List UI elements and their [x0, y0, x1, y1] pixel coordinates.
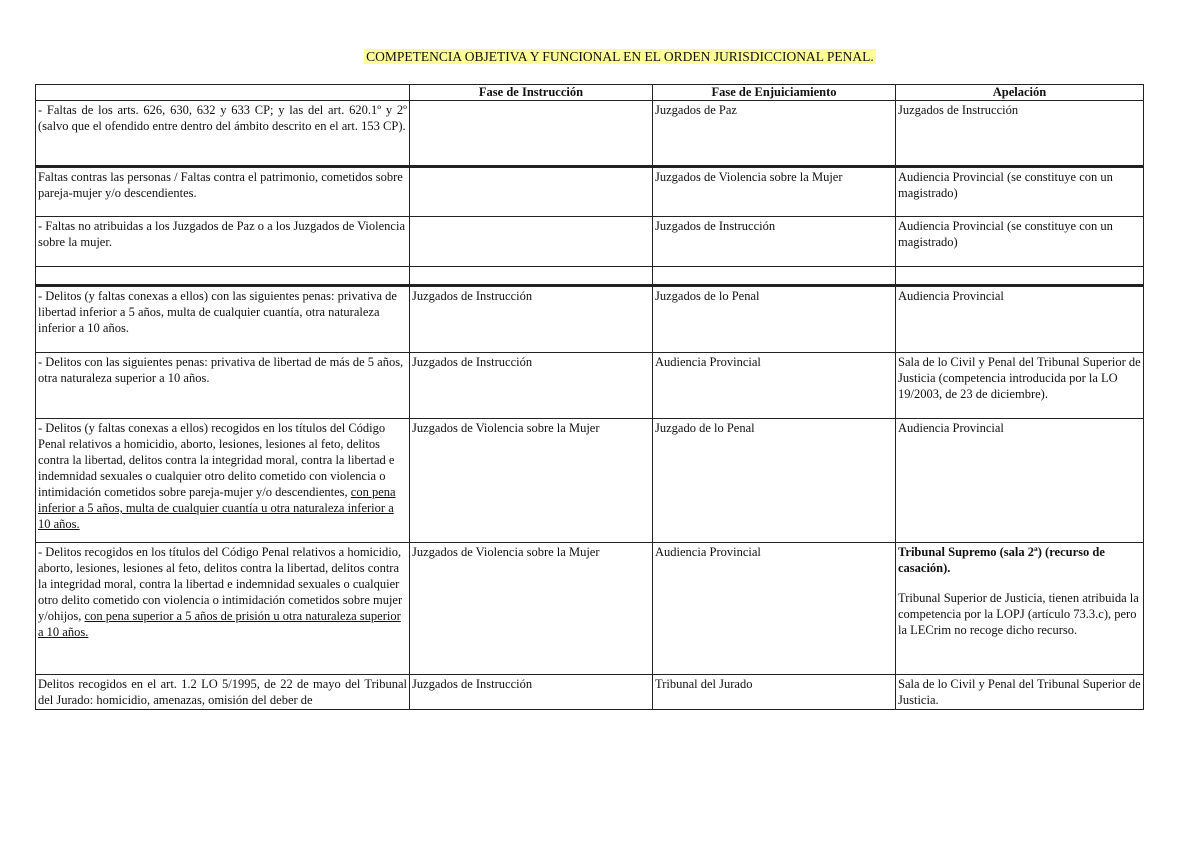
row-instruccion: Juzgados de Instrucción — [410, 353, 653, 419]
page-title — [0, 48, 1200, 66]
table-row — [36, 419, 1144, 543]
table-row — [36, 286, 1144, 353]
row-instruccion — [410, 267, 653, 286]
row-description: Faltas contras las personas / Faltas contra el patrimonio, cometidos sobre pareja-mujer y/o descendientes. — [36, 167, 410, 217]
row-apelacion — [896, 543, 1144, 675]
table-row — [36, 675, 1144, 710]
header-enjuiciamiento: Fase de Enjuiciamiento — [653, 85, 896, 101]
row-instruccion: Juzgados de Instrucción — [410, 286, 653, 353]
row-apelacion-extra: Tribunal Superior de Justicia, tienen atribuida la competencia por la LOPJ (artículo 73.3.c), pero la LECrim no recoge dicho recurso. — [898, 591, 1139, 637]
row-enjuiciamiento: Tribunal del Jurado — [653, 675, 896, 710]
row-description-main: - Delitos recogidos en los títulos del Código Penal relativos a homicidio, aborto, lesiones, lesiones al feto, delitos contra la libertad, delitos contra la integridad moral, contra la libertad e indemnidad sexuales o cualquier otro delito cometido con violencia o intimidación cometidos sobre mujer y/ohijos, — [38, 545, 403, 623]
row-enjuiciamiento: Juzgados de lo Penal — [653, 286, 896, 353]
row-enjuiciamiento: Juzgado de lo Penal — [653, 419, 896, 543]
row-enjuiciamiento: Audiencia Provincial — [653, 353, 896, 419]
row-description-underlined: con pena superior a 5 años de prisión u otra naturaleza superior a 10 años. — [38, 609, 401, 639]
row-apelacion: Sala de lo Civil y Penal del Tribunal Superior de Justicia (competencia introducida por la LO 19/2003, de 23 de diciembre). — [896, 353, 1144, 419]
table-row — [36, 543, 1144, 675]
row-description: - Delitos (y faltas conexas a ellos) con las siguientes penas: privativa de libertad inferior a 5 años, multa de cualquier cuantía, otra naturaleza inferior a 10 años. — [36, 286, 410, 353]
row-apelacion: Audiencia Provincial — [896, 419, 1144, 543]
header-instruccion: Fase de Instrucción — [410, 85, 653, 101]
table-row — [36, 167, 1144, 217]
table-row — [36, 353, 1144, 419]
row-enjuiciamiento — [653, 267, 896, 286]
row-instruccion: Juzgados de Violencia sobre la Mujer — [410, 419, 653, 543]
row-enjuiciamiento: Juzgados de Paz — [653, 101, 896, 167]
row-apelacion: Audiencia Provincial — [896, 286, 1144, 353]
row-enjuiciamiento: Audiencia Provincial — [653, 543, 896, 675]
row-description: - Faltas de los arts. 626, 630, 632 y 633 CP; y las del art. 620.1º y 2º (salvo que el ofendido entre dentro del ámbito descrito en el art. 153 CP). — [36, 101, 410, 167]
paragraph-gap — [898, 576, 1141, 590]
row-enjuiciamiento: Juzgados de Violencia sobre la Mujer — [653, 167, 896, 217]
row-apelacion: Audiencia Provincial (se constituye con un magistrado) — [896, 217, 1144, 267]
table-header-row — [36, 85, 1144, 101]
row-description: Delitos recogidos en el art. 1.2 LO 5/1995, de 22 de mayo del Tribunal del Jurado: homicidio, amenazas, omisión del deber de — [36, 675, 410, 710]
row-instruccion: Juzgados de Instrucción — [410, 675, 653, 710]
row-description: - Delitos con las siguientes penas: privativa de libertad de más de 5 años, otra naturaleza superior a 10 años. — [36, 353, 410, 419]
row-enjuiciamiento: Juzgados de Instrucción — [653, 217, 896, 267]
row-apelacion-bold: Tribunal Supremo (sala 2ª) (recurso de casación). — [898, 545, 1105, 575]
header-apelacion: Apelación — [896, 85, 1144, 101]
row-apelacion: Juzgados de Instrucción — [896, 101, 1144, 167]
row-instruccion — [410, 167, 653, 217]
table-row-empty — [36, 267, 1144, 286]
header-description — [36, 85, 410, 101]
page-title-text: COMPETENCIA OBJETIVA Y FUNCIONAL EN EL ORDEN JURISDICCIONAL PENAL. — [366, 49, 874, 64]
row-description-underlined: con pena inferior a 5 años, multa de cualquier cuantía u otra naturaleza inferior a 10 años. — [38, 485, 396, 531]
row-apelacion: Sala de lo Civil y Penal del Tribunal Superior de Justicia. — [896, 675, 1144, 710]
row-instruccion — [410, 217, 653, 267]
row-description — [36, 419, 410, 543]
row-instruccion — [410, 101, 653, 167]
table-row — [36, 217, 1144, 267]
row-apelacion: Audiencia Provincial (se constituye con un magistrado) — [896, 167, 1144, 217]
row-instruccion: Juzgados de Violencia sobre la Mujer — [410, 543, 653, 675]
row-description: - Faltas no atribuidas a los Juzgados de Paz o a los Juzgados de Violencia sobre la mujer. — [36, 217, 410, 267]
row-description — [36, 267, 410, 286]
row-apelacion — [896, 267, 1144, 286]
competence-table — [35, 84, 1144, 710]
row-description — [36, 543, 410, 675]
row-description-main: - Delitos (y faltas conexas a ellos) recogidos en los títulos del Código Penal relativos a homicidio, aborto, lesiones, lesiones al feto, delitos contra la libertad, delitos contra la integridad moral, contra la libertad e indemnidad sexuales o cualquier otro delito cometido con violencia o intimidación cometidos sobre pareja-mujer y/o descendientes, — [38, 421, 395, 499]
table-row — [36, 101, 1144, 167]
